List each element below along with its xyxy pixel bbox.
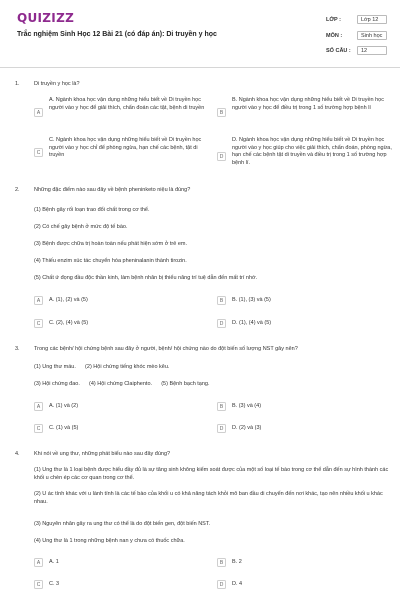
option-text: D. 4 — [232, 581, 243, 587]
statement: (4) Thiếu enzim xúc tác chuyển hóa pheninalanin thành tirozin. — [34, 258, 187, 264]
statement: (3) Bệnh được chữa trị hoàn toàn nếu phát hiện sớm ở trẻ em. — [34, 241, 188, 247]
option-letter-badge: C — [34, 580, 43, 589]
page-title: Trắc nghiệm Sinh Học 12 Bài 21 (có đáp án): Di truyền y học — [17, 31, 217, 38]
question-number: 1. — [15, 81, 20, 87]
worksheet-header — [0, 0, 400, 62]
option-c[interactable] — [34, 580, 194, 589]
option-letter-badge: C — [34, 424, 43, 433]
option-a[interactable] — [34, 558, 194, 567]
subject-label: MÔN : — [326, 33, 343, 39]
option-text: D. (2) và (3) — [232, 425, 262, 431]
option-b[interactable] — [217, 97, 392, 127]
class-label: LỚP : — [326, 17, 341, 23]
option-b[interactable] — [217, 558, 377, 567]
option-text: C. (2), (4) và (5) — [49, 320, 89, 326]
statement: (2) Có chế gây bệnh ở mức độ tế bào. — [34, 224, 128, 230]
option-text: A. Ngành khoa học vận dụng những hiểu biết về Di truyền học người vào y học để giải thích, chẩn đoán các tật, bệnh di truyền — [49, 97, 205, 111]
header-divider — [0, 67, 400, 68]
option-letter-badge: A — [34, 108, 43, 117]
option-b[interactable] — [217, 296, 377, 305]
option-text: A. (1) và (2) — [49, 403, 79, 409]
option-letter-badge: C — [34, 319, 43, 328]
option-text: A. 1 — [49, 559, 59, 565]
option-letter-badge: A — [34, 558, 43, 567]
option-d[interactable] — [217, 424, 377, 433]
option-letter-badge: A — [34, 296, 43, 305]
question-count-value: 12 — [357, 46, 387, 55]
question-number: 3. — [15, 346, 20, 352]
question-text: Những đặc điểm nào sau đây về bệnh pheninketo niệu là đúng? — [34, 187, 191, 193]
quizizz-logo: QUIZIZZ — [17, 11, 75, 25]
option-a[interactable] — [34, 402, 194, 411]
option-c[interactable] — [34, 319, 194, 328]
option-c[interactable] — [34, 137, 214, 167]
statement: (1) Ung thư máu. (2) Hội chứng tiếng khóc mèo kêu. — [34, 364, 170, 370]
statement: (2) U ác tính khác với u lành tính là các tế bào của khối u có khả năng tách khỏi mô ban đầu di chuyển đến nơi khác, tạo nên nhiều khối u khác nhau. — [34, 491, 383, 505]
option-letter-badge: C — [34, 148, 43, 157]
statement: (5) Chất ứ đọng đầu độc thần kinh, làm bệnh nhân bị thiểu năng trí tuệ dẫn đến mất trí nhớ. — [34, 275, 258, 281]
option-text: C. (1) và (5) — [49, 425, 79, 431]
option-d[interactable] — [217, 319, 377, 328]
option-letter-badge: B — [217, 402, 226, 411]
option-letter-badge: D — [217, 424, 226, 433]
option-d[interactable] — [217, 580, 377, 589]
question-number: 4. — [15, 451, 20, 457]
option-text: B. Ngành khoa học vận dụng những hiểu biết về Di truyền học người vào y học để điều trị trong 1 số trường hợp bệnh lí — [232, 97, 384, 111]
option-b[interactable] — [217, 402, 377, 411]
question-number: 2. — [15, 187, 20, 193]
option-text: B. (3) và (4) — [232, 403, 262, 409]
option-letter-badge: B — [217, 108, 226, 117]
question-text: Trong các bệnh/ hội chứng bệnh sau đây ở người, bệnh/ hội chứng nào do đột biến số lượng NST gây nên? — [34, 346, 298, 352]
option-text: D. Ngành khoa học vận dụng những hiểu biết về Di truyền học người vào y học giúp cho việc giải thích, chẩn đoán, phòng ngừa, hạn chế các bệnh tật di truyền và điều trị trong 1 số trường hợp bệnh lí. — [232, 137, 392, 166]
question-count-label: SỐ CÂU : — [326, 48, 351, 54]
option-text: B. 2 — [232, 559, 242, 565]
option-letter-badge: A — [34, 402, 43, 411]
class-value: Lớp 12 — [357, 15, 387, 24]
option-letter-badge: D — [217, 580, 226, 589]
option-letter-badge: B — [217, 296, 226, 305]
option-d[interactable] — [217, 137, 392, 175]
statement: (1) Bệnh gây rối loạn trao đổi chất trong cơ thể. — [34, 207, 150, 213]
option-a[interactable] — [34, 97, 214, 127]
option-text: C. 3 — [49, 581, 60, 587]
statement: (3) Nguyên nhân gây ra ung thư có thể là do đột biến gen, đột biến NST. — [34, 521, 211, 527]
option-letter-badge: D — [217, 319, 226, 328]
option-letter-badge: B — [217, 558, 226, 567]
option-c[interactable] — [34, 424, 194, 433]
subject-value: Sinh học — [357, 31, 387, 40]
statement: (4) Ung thư là 1 trong những bệnh nan y chưa có thuốc chữa. — [34, 538, 185, 544]
statement: (1) Ung thư là 1 loại bệnh được hiểu đầy đủ là sự tăng sinh không kiểm soát được của một số loại tế bào trong cơ thể dẫn đến sự hình thành các khối u chèn ép các cơ quan trong cơ thể. — [34, 467, 389, 481]
option-text: B. (1), (3) và (5) — [232, 297, 271, 303]
option-text: A. (1), (2) và (5) — [49, 297, 88, 303]
question-text: Di truyền y học là? — [34, 81, 80, 87]
option-text: C. Ngành khoa học vận dụng những hiểu biết về Di truyền học người vào y học chỉ để phòng ngừa, hạn chế các bệnh, tật di truyền — [49, 137, 202, 158]
question-text: Khi nói về ung thư, những phát biểu nào sau đây đúng? — [34, 451, 171, 457]
option-text: D. (1), (4) và (5) — [232, 320, 272, 326]
option-a[interactable] — [34, 296, 194, 305]
statement: (3) Hội chứng đao. (4) Hội chứng Claiphento. (5) Bệnh bạch tạng. — [34, 381, 210, 387]
option-letter-badge: D — [217, 152, 226, 161]
